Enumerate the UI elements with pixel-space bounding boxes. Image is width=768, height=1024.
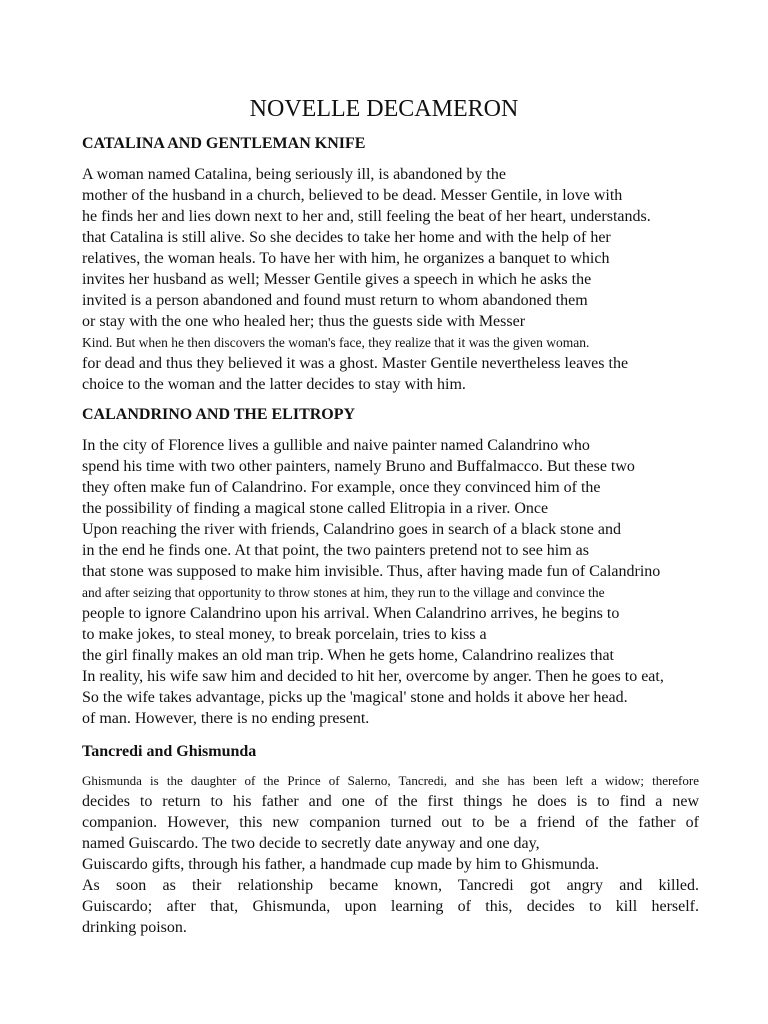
body-line: Ghismunda is the daughter of the Prince of Salerno, Tancredi, and she has been left a widow; therefore [82,773,699,788]
body-line: mother of the husband in a church, believed to be dead. Messer Gentile, in love with [82,187,623,204]
body-line: in the end he finds one. At that point, the two painters pretend not to see him as [82,542,590,559]
body-line: Guiscardo; after that, Ghismunda, upon learning of this, decides to kill herself. [82,898,699,915]
section-body-calandrino [82,435,742,729]
body-line: spend his time with two other painters, namely Bruno and Buffalmacco. But these two [82,458,635,475]
body-line: In reality, his wife saw him and decided to hit her, overcome by anger. Then he goes to eat, [82,668,664,685]
body-line: to make jokes, to steal money, to break porcelain, tries to kiss a [82,626,487,643]
body-line: Kind. But when he then discovers the woman's face, they realize that it was the given woman. [82,335,590,350]
body-line: So the wife takes advantage, picks up the 'magical' stone and holds it above her head. [82,689,628,706]
body-line: they often make fun of Calandrino. For example, once they convinced him of the [82,479,601,496]
body-line: Upon reaching the river with friends, Calandrino goes in search of a black stone and [82,521,621,538]
body-line: invited is a person abandoned and found must return to whom abandoned them [82,292,588,309]
document-title: NOVELLE DECAMERON [249,96,519,122]
body-line: that stone was supposed to make him invisible. Thus, after having made fun of Calandrino [82,563,661,580]
body-line: In the city of Florence lives a gullible and naive painter named Calandrino who [82,437,590,454]
body-line: choice to the woman and the latter decides to stay with him. [82,376,466,393]
section-body-tancredi [82,770,742,938]
section-heading-catalina: CATALINA AND GENTLEMAN KNIFE [82,135,366,152]
body-line: the girl finally makes an old man trip. When he gets home, Calandrino realizes that [82,647,614,664]
body-line: of man. However, there is no ending present. [82,710,370,727]
body-line: that Catalina is still alive. So she decides to take her home and with the help of her [82,229,611,246]
body-line: and after seizing that opportunity to throw stones at him, they run to the village and convince the [82,585,605,600]
body-line: named Guiscardo. The two decide to secretly date anyway and one day, [82,835,540,852]
body-line: people to ignore Calandrino upon his arrival. When Calandrino arrives, he begins to [82,605,620,622]
section-heading-calandrino: CALANDRINO AND THE ELITROPY [82,406,356,423]
section-body-catalina [82,164,742,395]
body-line: invites her husband as well; Messer Gentile gives a speech in which he asks the [82,271,592,288]
body-line: or stay with the one who healed her; thus the guests side with Messer [82,313,526,330]
body-line: companion. However, this new companion turned out to be a friend of the father of [82,814,699,831]
body-line: A woman named Catalina, being seriously ill, is abandoned by the [82,166,506,183]
body-line: As soon as their relationship became known, Tancredi got angry and killed. [82,877,699,894]
body-line: Guiscardo gifts, through his father, a handmade cup made by him to Ghismunda. [82,856,600,873]
body-line: drinking poison. [82,919,187,936]
body-line: for dead and thus they believed it was a ghost. Master Gentile nevertheless leaves the [82,355,629,372]
body-line: the possibility of finding a magical stone called Elitropia in a river. Once [82,500,549,517]
body-line: relatives, the woman heals. To have her with him, he organizes a banquet to which [82,250,610,267]
body-line: he finds her and lies down next to her and, still feeling the beat of her heart, understands. [82,208,651,225]
section-heading-tancredi: Tancredi and Ghismunda [82,743,257,760]
body-line: decides to return to his father and one of the first things he does is to find a new [82,793,699,810]
